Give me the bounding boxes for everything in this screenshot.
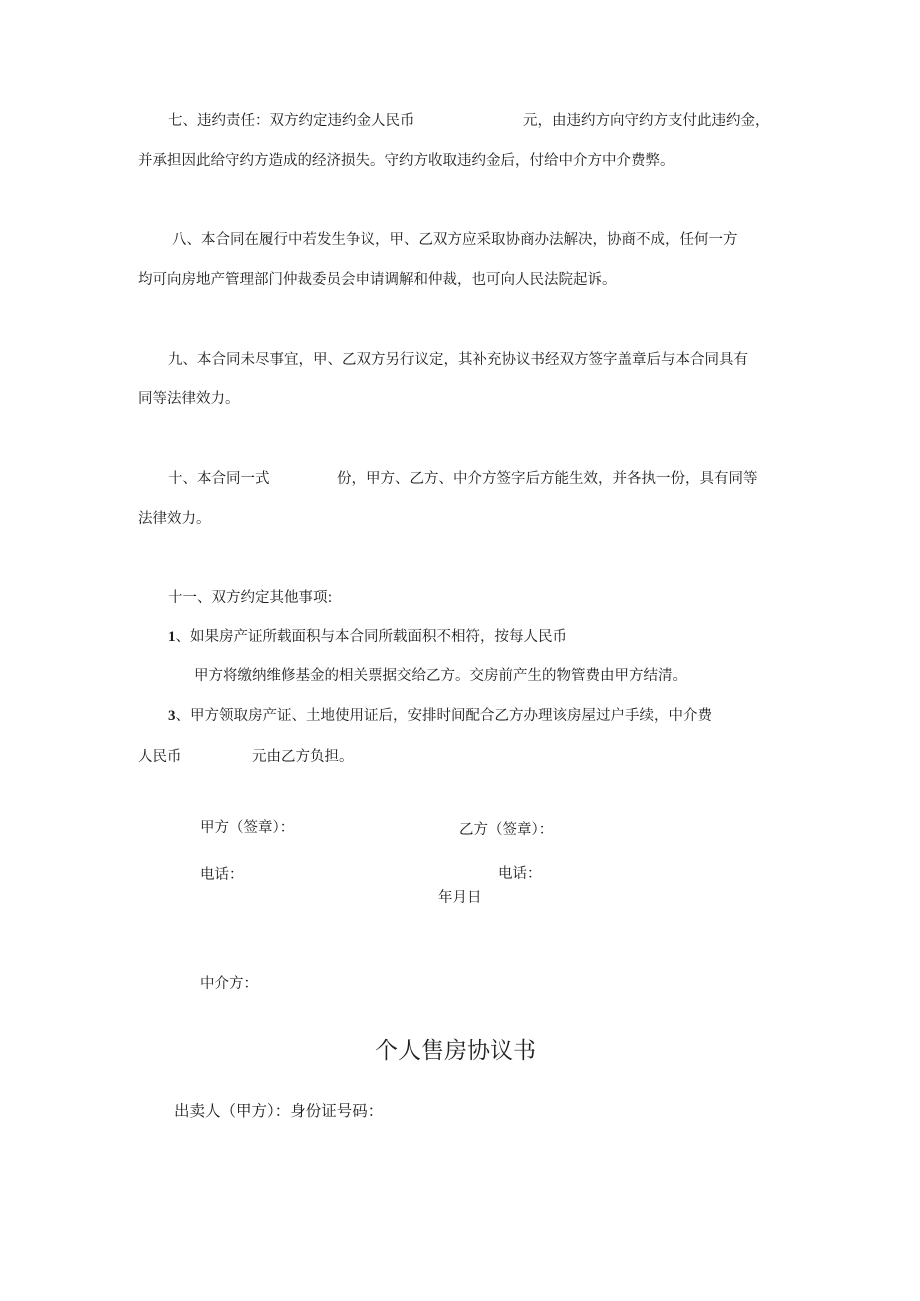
clause-8-line-2: 均可向房地产管理部门仲裁委员会申请调解和仲裁，也可向人民法院起诉。 xyxy=(138,272,617,288)
clause-11-heading: 十一、双方约定其他事项: xyxy=(168,590,333,606)
clause-11-item-3-number: 3 xyxy=(168,708,176,724)
clause-11-item-3-text: 、甲方领取房产证、土地使用证后，安排时间配合乙方办理该房屋过户手续，中介费 xyxy=(175,708,712,724)
agent-signature-label: 中介方： xyxy=(200,976,258,992)
clause-11-item-2: 甲方将缴纳维修基金的相关票据交给乙方。交房前产生的物管费由甲方结清。 xyxy=(194,668,687,684)
clause-11-item-3-line-2a: 人民币 xyxy=(138,749,182,765)
clause-7-line-2: 并承担因此给守约方造成的经济损失。守约方收取违约金后，付给中介方中介费弊。 xyxy=(138,153,675,169)
party-b-signature-label: 乙方（签章）： xyxy=(459,822,554,838)
agreement-title: 个人售房协议书 xyxy=(375,1038,536,1064)
clause-9-line-2: 同等法律效力。 xyxy=(138,391,240,407)
clause-8-line-1: 八、本合同在履行中若发生争议，甲、乙双方应采取协商办法解决，协商不成，任何一方 xyxy=(172,232,738,248)
clause-9-line-1: 九、本合同未尽事宜，甲、乙双方另行议定，其补充协议书经双方签字盖章后与本合同具有 xyxy=(168,352,748,368)
clause-11-item-3 xyxy=(168,706,712,726)
party-b-phone-label: 电话： xyxy=(498,866,542,882)
clause-10-line-1b: 份，甲方、乙方、中介方签字后方能生效，并各执一份，具有同等 xyxy=(337,471,758,487)
seller-id-line: 出卖人（甲方）：身份证号码： xyxy=(174,1102,384,1120)
party-a-phone-label: 电话： xyxy=(200,867,244,883)
clause-10-line-2: 法律效力。 xyxy=(138,511,211,527)
clause-10-line-1a: 十、本合同一式 xyxy=(168,471,270,487)
clause-7-line-1a: 七、违约责任：双方约定违约金人民币 xyxy=(168,113,415,129)
clause-11-item-3-line-2b: 元由乙方负担。 xyxy=(252,749,354,765)
clause-7-line-1b: 元，由违约方向守约方支付此违约金， xyxy=(523,113,770,129)
party-a-signature-label: 甲方（签章）： xyxy=(200,820,295,836)
clause-11-item-1-text: 、如果房产证所载面积与本合同所载面积不相符，按每人民币 xyxy=(175,629,567,645)
clause-11-item-1 xyxy=(168,627,567,647)
clause-11-item-1-number: 1 xyxy=(168,629,176,645)
signing-date-label: 年月日 xyxy=(438,890,482,906)
